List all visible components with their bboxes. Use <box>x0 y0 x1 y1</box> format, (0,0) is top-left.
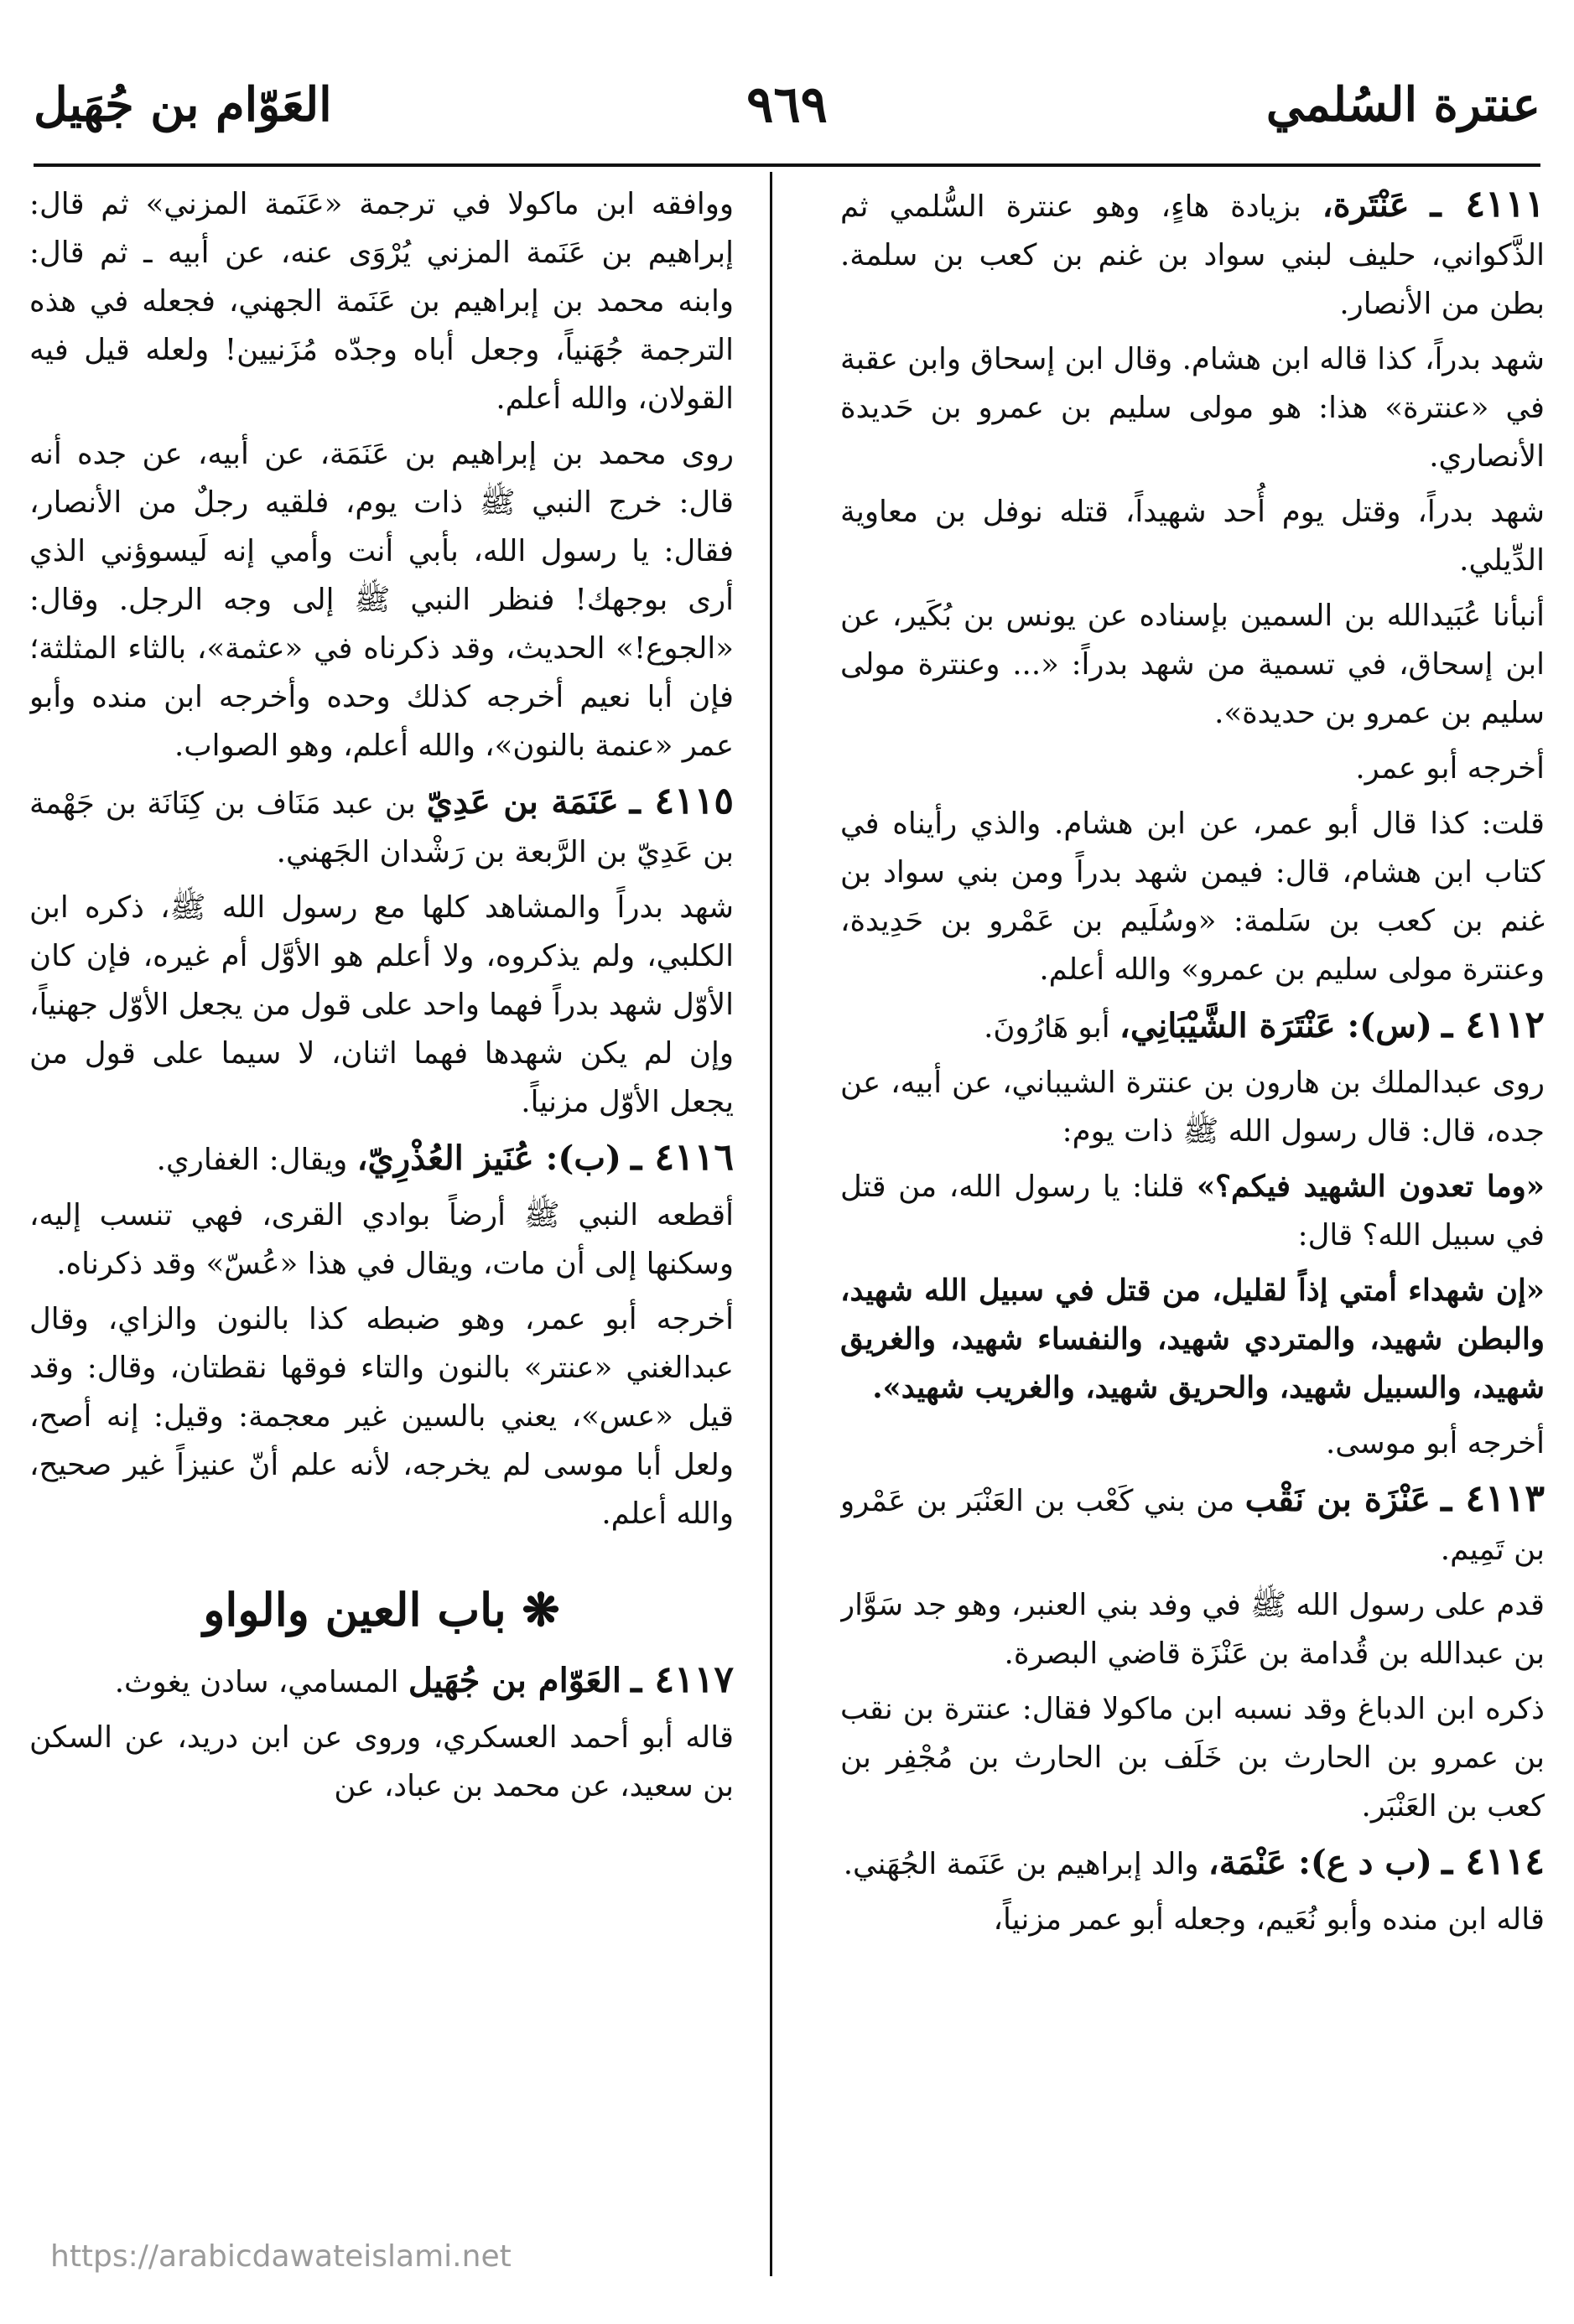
entry-paragraph <box>29 777 734 877</box>
entry-paragraph <box>840 1838 1545 1889</box>
text-paragraph <box>840 1163 1545 1260</box>
entry-text: أخرجه أبو موسى. <box>1326 1426 1545 1460</box>
entry-text: من بني كَعْب بن العَنْبَر بن عَمْرو بن تَمِيم. <box>840 1484 1545 1567</box>
column-divider <box>770 172 772 2276</box>
entry-paragraph <box>840 180 1545 329</box>
hadith-quote: «إن شهداء أمتي إذاً لقليل، من قتل في سبيل الله شهيد، والبطن شهيد، والمتردي شهيد، والنفساء شهيد، والغريق شهيد، والسبيل شهيد، والحريق شهيد، والغريب شهيد». <box>840 1274 1545 1405</box>
entry-number: ٤١١٦ ـ <box>631 1136 734 1179</box>
entry-text: قلنا: يا رسول الله، من قتل في سبيل الله؟ قال: <box>840 1170 1545 1253</box>
text-paragraph <box>840 335 1545 481</box>
entry-name: (ب د ع): عَنْمَة، <box>1208 1843 1432 1882</box>
watermark: https://arabicdawateislami.net <box>50 2239 512 2274</box>
entry-text: روى عبدالملك بن هارون بن عنترة الشيباني، عن أبيه، عن جده، قال: قال رسول الله ﷺ ذات يوم: <box>840 1066 1545 1149</box>
entry-text: شهد بدراً، كذا قاله ابن هشام. وقال ابن إسحاق وابن عقبة في «عنترة» هذا: هو مولى سليم بن عمرو بن حَديدة الأنصاري. <box>840 342 1545 474</box>
left-column <box>29 180 734 2276</box>
entry-number: ٤١١١ ـ <box>1430 183 1545 226</box>
entry-text: أقطعه النبي ﷺ أرضاً بوادي القرى، فهي تنسب إليه، وسكنها إلى أن مات، ويقال في هذا «عُسّ» وقد ذكرناه. <box>29 1198 734 1281</box>
entry-text: أخرجه أبو عمر، وهو ضبطه كذا بالنون والزاي، وقال عبدالغني «عنتر» بالنون والتاء فوقها نقطتان، وقال: وقد قيل «عس»، يعني بالسين غير معجمة: وقيل: إنه أصح، ولعل أبا موسى لم يخرجه، لأنه علم أنّ عنيزاً غير صحيح، والله أعلم. <box>29 1302 734 1531</box>
entry-paragraph <box>29 1656 734 1707</box>
text-paragraph <box>29 430 734 770</box>
text-paragraph <box>840 1685 1545 1831</box>
text-paragraph <box>29 884 734 1127</box>
right-column <box>840 180 1545 2276</box>
entry-text: قدم على رسول الله ﷺ في وفد بني العنبر، وهو جد سَوَّار بن عبدالله بن قُدامة بن عَنْزَة قاضي البصرة. <box>840 1588 1545 1671</box>
entry-name: عَنْتَرة، <box>1322 185 1410 225</box>
text-paragraph <box>840 488 1545 585</box>
text-paragraph <box>840 744 1545 793</box>
entry-number: ٤١١٥ ـ <box>629 780 734 822</box>
entry-text: قاله أبو أحمد العسكري، وروى عن ابن دريد، عن السكن بن سعيد، عن محمد بن عباد، عن <box>29 1720 734 1803</box>
entry-name: (ب): عُنَيز العُذْرِيّ، <box>356 1139 621 1178</box>
entry-text: ويقال: الغفاري. <box>156 1143 348 1177</box>
page-number: ٩٦٩ <box>746 75 828 134</box>
text-paragraph <box>840 1419 1545 1468</box>
entry-text: والد إبراهيم بن عَنَمة الجُهَني. <box>843 1847 1199 1881</box>
text-paragraph <box>29 180 734 423</box>
header-rule <box>34 163 1540 167</box>
entry-text: روى محمد بن إبراهيم بن عَنَمَة، عن أبيه، عن جده أنه قال: خرج النبي ﷺ ذات يوم، فلقيه رجلٌ من الأنصار، فقال: يا رسول الله، بأبي أنت وأمي إنه لَيسوؤني الذي أرى بوجهك! فنظر النبي ﷺ إلى وجه الرجل. وقال: «الجوع!» الحديث، وقد ذكرناه في «عثمة»، بالثاء المثلثة؛ فإن أبا نعيم أخرجه كذلك وحده وأخرجه ابن منده وأبو عمر «عنمة بالنون»، والله أعلم، وهو الصواب. <box>29 437 734 763</box>
entry-text: بزيادة هاءٍ، وهو عنترة السُّلمي ثم الذَّكواني، حليف لبني سواد بن غنم بن كعب بن سلمة. بطن من الأنصار. <box>840 189 1545 321</box>
section-heading: ❋ باب العين والواو <box>203 1583 560 1637</box>
text-paragraph <box>840 1896 1545 1944</box>
entry-paragraph <box>840 1001 1545 1052</box>
entry-text: ذكره ابن الدباغ وقد نسبه ابن ماكولا فقال: عنترة بن نقب بن عمرو بن الحارث بن خَلَف بن الحارث بن مُجْفِر بن كعب بن العَنْبَر. <box>840 1692 1545 1823</box>
page-header <box>34 59 1540 151</box>
entry-text: شهد بدراً والمشاهد كلها مع رسول الله ﷺ، ذكره ابن الكلبي، ولم يذكروه، ولا أعلم هو الأوَّل أم غيره، فإن كان الأوّل شهد بدراً فهما واحد على قول من يجعل الأوّل جهنياً، وإن لم يكن شهدها فهما اثنان، لا سيما على قول من يجعل الأوّل مزنياً. <box>29 890 734 1119</box>
entry-name: عَنَمَة بن عَدِيّ <box>426 782 619 822</box>
entry-text: أبو هَارُونَ. <box>984 1010 1110 1045</box>
entry-text: قلت: كذا قال أبو عمر، عن ابن هشام. والذي رأيناه في كتاب ابن هشام، قال: فيمن شهد بدراً ومن بني سواد بن غنم بن كعب بن سَلمة: «وسُلَيم بن عَمْرو بن حَدِيدة، وعنترة مولى سليم بن عمرو» والله أعلم. <box>840 807 1545 987</box>
entry-paragraph <box>840 1475 1545 1574</box>
entry-text: ووافقه ابن ماكولا في ترجمة «عَنَمة المزني» ثم قال: إبراهيم بن عَنَمة المزني يُرْوَى عنه، عن أبيه ـ ثم قال: وابنه محمد بن إبراهيم بن عَنَمة الجهني، فجعله في هذه الترجمة جُهَنياً، وجعل أباه وجدّه مُزَنيين! ولعله قيل فيه القولان، والله أعلم. <box>29 187 734 416</box>
running-title-left: العَوّام بن جُهَيل <box>34 77 332 132</box>
text-paragraph <box>840 592 1545 738</box>
entry-text: قاله ابن منده وأبو نُعَيم، وجعله أبو عمر مزنياً، <box>993 1902 1545 1937</box>
entry-number: ٤١١٢ ـ <box>1442 1004 1545 1046</box>
entry-text: بن عبد مَنَاف بن كِنَانَة بن جَهْمة بن عَدِيّ بن الرَّبعة بن رَشْدان الجَهني. <box>29 786 734 869</box>
text-paragraph <box>29 1714 734 1811</box>
entry-text: المسامي، سادن يغوث. <box>114 1665 399 1699</box>
entry-text: أخرجه أبو عمر. <box>1355 751 1545 786</box>
entry-name: عَنْزَة بن نَقْب <box>1244 1480 1431 1519</box>
entry-paragraph <box>29 1133 734 1185</box>
running-title-right: عنترة السُلمي <box>1265 77 1540 132</box>
entry-number: ٤١١٣ ـ <box>1441 1477 1545 1520</box>
entry-name: (س): عَنْتَرَة الشَّيْبَانِي، <box>1119 1006 1432 1045</box>
text-paragraph <box>29 1191 734 1289</box>
hadith-quote: «وما تعدون الشهيد فيكم؟» <box>1196 1170 1545 1204</box>
text-paragraph <box>840 1581 1545 1678</box>
text-paragraph <box>840 1059 1545 1156</box>
text-paragraph <box>840 800 1545 994</box>
entry-name: العَوّام بن جُهَيل <box>408 1661 621 1700</box>
entry-text: شهد بدراً، وقتل يوم أُحد شهيداً، قتله نوفل بن معاوية الدِّيلي. <box>840 495 1545 578</box>
text-paragraph <box>29 1295 734 1538</box>
entry-number: ٤١١٧ ـ <box>631 1658 734 1701</box>
entry-number: ٤١١٤ ـ <box>1442 1840 1545 1883</box>
entry-text: أنبأنا عُبَيدالله بن السمين بإسناده عن يونس بن بُكَير، عن ابن إسحاق، في تسمية من شهد بدراً: «... وعنترة مولى سليم بن عمرو بن حديدة». <box>840 599 1545 730</box>
text-paragraph <box>840 1267 1545 1413</box>
